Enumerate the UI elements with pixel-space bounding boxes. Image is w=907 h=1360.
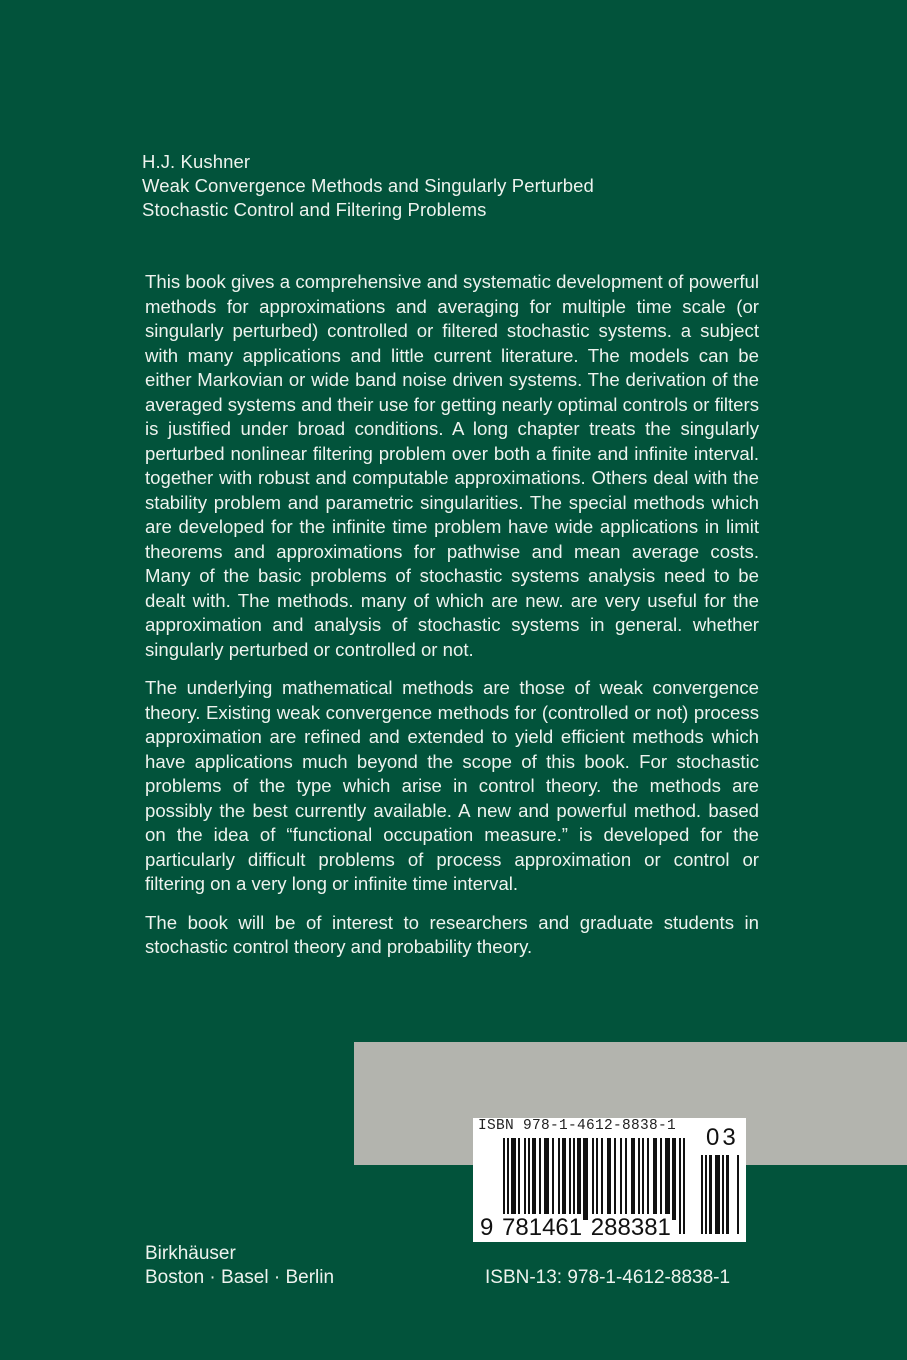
isbn-barcode: [473, 1118, 746, 1242]
author-name: H.J. Kushner: [142, 151, 251, 172]
book-header: [142, 150, 702, 222]
barcode-digit-group-1: 781461: [502, 1214, 583, 1241]
book-title-line-1: Weak Convergence Methods and Singularly Perturbed: [142, 175, 594, 196]
barcode-human-readable-digits: [479, 1214, 672, 1242]
publisher-block: [145, 1242, 334, 1290]
blurb-paragraph-2: The underlying mathematical methods are those of weak convergence theory. Existing weak convergence methods for (controlled or not) process approximation are refined and extended to yield efficient methods which have applications much beyond the scope of this book. For stochastic problems of the type which arise in control theory. the methods are possibly the best currently available. A new and powerful method. based on the idea of “functional occupation measure.” is developed for the particularly difficult problems of process approximation or control or filtering on a very long or infinite time interval.: [145, 677, 759, 894]
isbn-13-text: ISBN-13: 978-1-4612-8838-1: [485, 1267, 731, 1288]
blurb: [145, 270, 759, 974]
barcode-addon-bars-icon: [701, 1155, 741, 1234]
barcode-addon-digits: 03: [706, 1124, 739, 1151]
barcode-isbn-label: ISBN 978-1-4612-8838-1: [478, 1118, 677, 1134]
blurb-paragraph-1: This book gives a comprehensive and systematic development of powerful methods for approximations and averaging for multiple time scale (or singularly perturbed) controlled or filtered stochastic systems. a subject with many applications and little current literature. The models can be either Markovian or wide band noise driven systems. The derivation of the averaged systems and their use for getting nearly optimal controls or filters is justified under broad conditions. A long chapter treats the singularly perturbed nonlinear filtering problem over both a finite and infinite interval. together with robust and computable approximations. Others deal with the stability problem and parametric singularities. The special methods which are developed for the infinite time problem have wide applications in limit theorems and approximations for pathwise and mean average costs. Many of the basic problems of stochastic systems analysis need to be dealt with. The methods. many of which are new. are very useful for the approximation and analysis of stochastic systems in general. whether singularly perturbed or controlled or not.: [145, 271, 759, 660]
publisher-cities: Boston · Basel · Berlin: [145, 1267, 335, 1288]
blurb-paragraph-3: The book will be of interest to researchers and graduate students in stochastic control theory and probability theory.: [145, 911, 759, 957]
barcode-digit-group-2: 288381: [590, 1214, 671, 1241]
book-title-line-2: Stochastic Control and Filtering Problems: [142, 199, 487, 220]
barcode-digit-prefix: 9: [480, 1214, 494, 1241]
publisher-name: Birkhäuser: [145, 1243, 236, 1264]
